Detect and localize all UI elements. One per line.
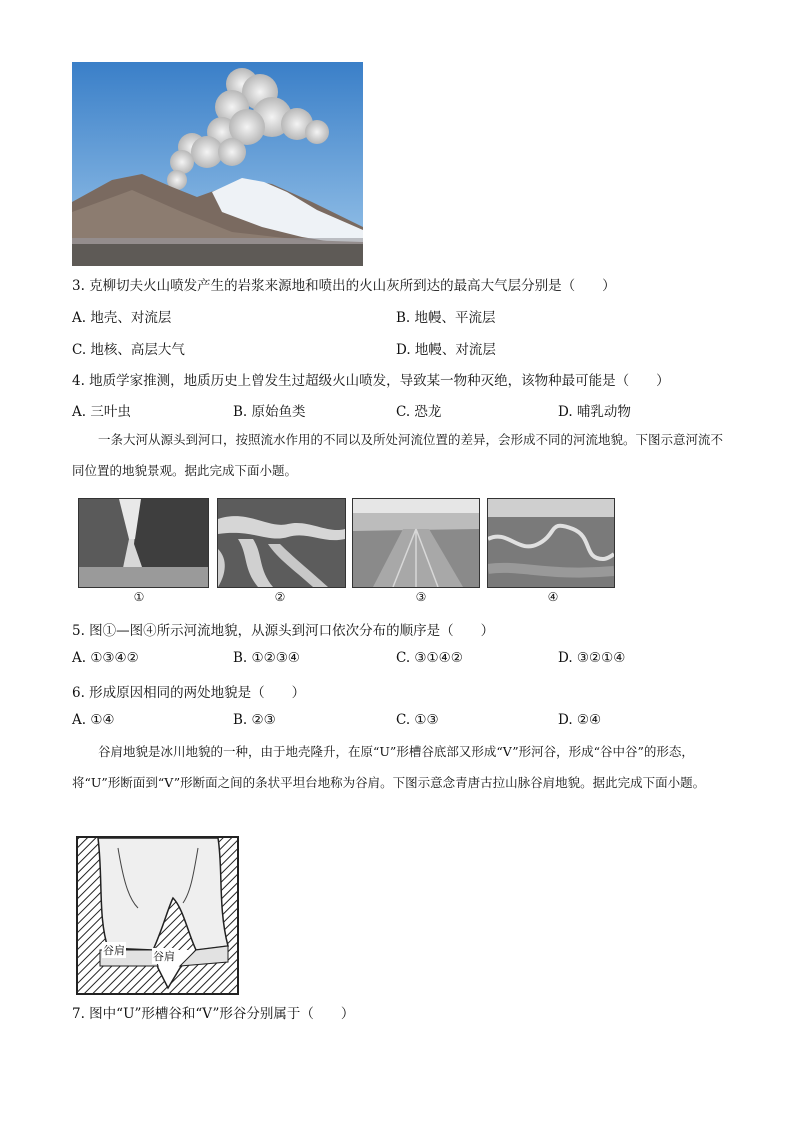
q3-option-c[interactable]: C. 地核、高层大气 xyxy=(72,342,185,358)
q6-option-d[interactable]: D. ②④ xyxy=(558,712,602,728)
question-4-stem: 4. 地质学家推测，地质历史上曾发生过超级火山喷发，导致某一物种灭绝，该物种最可能是（ ） xyxy=(72,373,670,389)
question-6-stem: 6. 形成原因相同的两处地貌是（ ） xyxy=(72,685,306,701)
q6-option-c[interactable]: C. ①③ xyxy=(396,712,439,728)
q4-option-d[interactable]: D. 哺乳动物 xyxy=(558,404,631,420)
intro-paragraph-rivers xyxy=(72,424,724,486)
q5-option-b[interactable]: B. ①②③④ xyxy=(233,650,300,666)
q6-option-b[interactable]: B. ②③ xyxy=(233,712,276,728)
river-photo-3 xyxy=(352,498,480,588)
intro-text: 谷肩地貌是冰川地貌的一种，由于地壳隆升，在原“U”形槽谷底部又形成“V”形河谷，形成“谷中谷”的形态，将“U”形断面到“V”形断面之间的条状平坦台地称为谷肩。下图示意念青唐古拉山脉谷肩地貌。据此完成下面小题。 xyxy=(72,744,706,790)
q6-option-a[interactable]: A. ①④ xyxy=(72,712,115,728)
q5-option-d[interactable]: D. ③②①④ xyxy=(558,650,626,666)
q3-option-a[interactable]: A. 地壳、对流层 xyxy=(72,310,172,326)
q5-option-a[interactable]: A. ①③④② xyxy=(72,650,139,666)
q4-option-c[interactable]: C. 恐龙 xyxy=(396,404,442,420)
question-5-stem: 5. 图①—图④所示河流地貌，从源头到河口依次分布的顺序是（ ） xyxy=(72,623,495,639)
intro-text: 一条大河从源头到河口，按照流水作用的不同以及所处河流位置的差异，会形成不同的河流地貌。下图示意河流不同位置的地貌景观。据此完成下面小题。 xyxy=(72,432,724,478)
q4-option-b[interactable]: B. 原始鱼类 xyxy=(233,404,306,420)
q4-option-a[interactable]: A. 三叶虫 xyxy=(72,404,131,420)
figure-label-2: ② xyxy=(274,590,286,604)
river-photo-2 xyxy=(217,498,346,588)
figure-label-3: ③ xyxy=(415,590,427,604)
q5-option-c[interactable]: C. ③①④② xyxy=(396,650,463,666)
question-3-stem: 3. 克柳切夫火山喷发产生的岩浆来源地和喷出的火山灰所到达的最高大气层分别是（ ） xyxy=(72,278,616,294)
figure-label-1: ① xyxy=(133,590,145,604)
valley-shoulder-sketch xyxy=(76,836,239,995)
valley-shoulder-label-left: 谷肩 xyxy=(103,944,125,957)
intro-paragraph-valley-shoulder xyxy=(72,736,724,798)
question-7-stem: 7. 图中“U”形槽谷和“V”形谷分别属于（ ） xyxy=(72,1006,355,1022)
river-photo-4 xyxy=(487,498,615,588)
valley-shoulder-label-right: 谷肩 xyxy=(153,950,175,963)
river-photo-1 xyxy=(78,498,209,588)
q3-option-b[interactable]: B. 地幔、平流层 xyxy=(396,310,496,326)
figure-label-4: ④ xyxy=(547,590,559,604)
q3-option-d[interactable]: D. 地幔、对流层 xyxy=(396,342,496,358)
volcano-photo xyxy=(72,62,363,266)
